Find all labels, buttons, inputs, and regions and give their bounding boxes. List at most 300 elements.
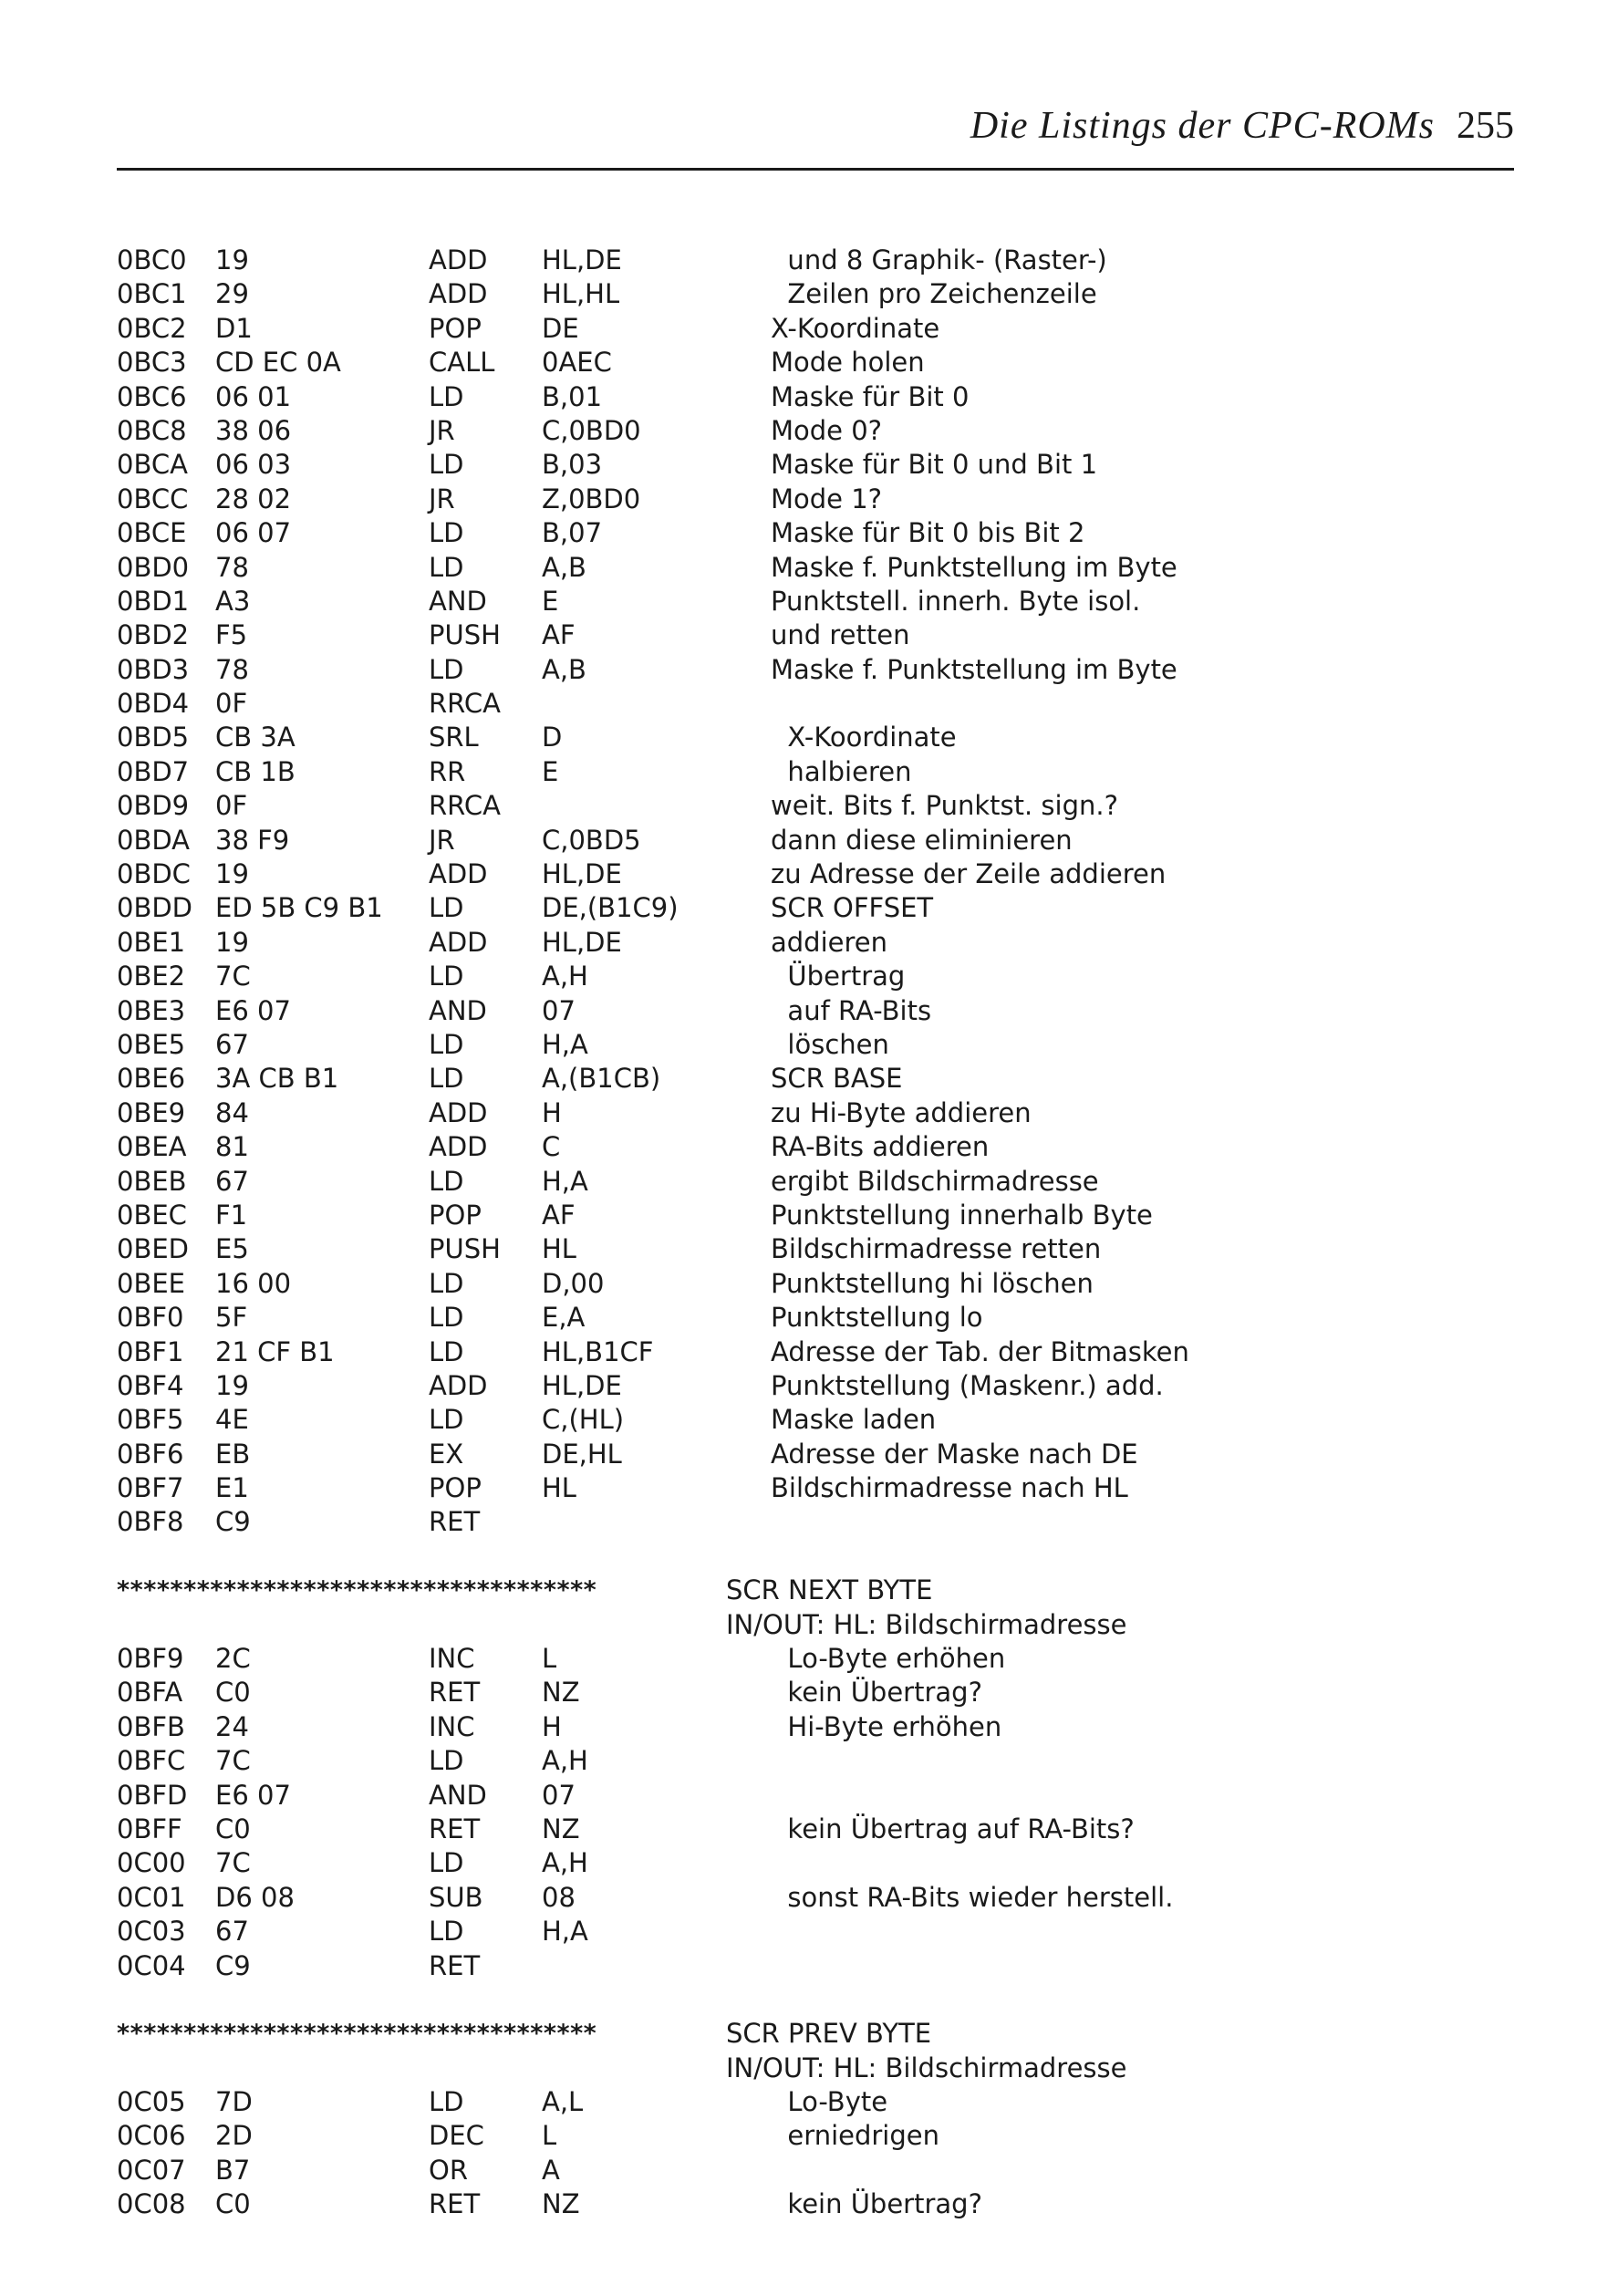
address: 0BE1 (117, 926, 186, 958)
operand: A,H (542, 961, 588, 992)
operand: E (542, 755, 559, 787)
comment: Bildschirmadresse retten (771, 1233, 1102, 1265)
listing-line (117, 1232, 1503, 1266)
listing-line (117, 277, 1503, 311)
mnemonic: INC (429, 1643, 475, 1675)
opcode-bytes: C0 (215, 1677, 251, 1709)
opcode-bytes: 2C (215, 1643, 251, 1675)
asterisk-separator: ************************************ (117, 1576, 597, 1605)
comment: Maske laden (771, 1404, 937, 1436)
opcode-bytes: C0 (215, 1813, 251, 1844)
mnemonic: SRL (429, 722, 479, 753)
opcode-bytes: 19 (215, 244, 249, 275)
listing-line (117, 1096, 1503, 1130)
comment: Punktstell. innerh. Byte isol. (771, 585, 1141, 617)
chapter-title: Die Listings der CPC-ROMs (970, 105, 1435, 147)
mnemonic: JR (429, 824, 455, 856)
comment: Mode 0? (771, 414, 883, 446)
operand: 07 (542, 994, 576, 1026)
operand: A,(B1CB) (542, 1063, 661, 1095)
mnemonic: ADD (429, 278, 488, 310)
mnemonic: AND (429, 994, 487, 1026)
address: 0BCC (117, 483, 189, 514)
mnemonic: LD (429, 551, 464, 583)
address: 0BFA (117, 1677, 183, 1709)
listing-line (117, 1710, 1503, 1744)
opcode-bytes: 67 (215, 1916, 249, 1948)
header-line (970, 99, 1514, 153)
address: 0BEB (117, 1165, 187, 1197)
operand: C (542, 1131, 561, 1163)
listing-line (117, 1949, 1503, 1983)
address: 0BF6 (117, 1438, 184, 1470)
opcode-bytes: CD EC 0A (215, 347, 341, 379)
comment: zu Adresse der Zeile addieren (771, 858, 1167, 890)
section-title: SCR NEXT BYTE (726, 1574, 933, 1606)
comment: Lo-Byte (771, 2086, 888, 2118)
operand: A,B (542, 551, 586, 583)
listing-line (117, 1165, 1503, 1199)
listing-line (117, 926, 1503, 960)
opcode-bytes: 67 (215, 1165, 249, 1197)
opcode-bytes: 19 (215, 926, 249, 958)
listing-line (117, 1471, 1503, 1505)
opcode-bytes: ED 5B C9 B1 (215, 892, 383, 924)
mnemonic: LD (429, 961, 464, 992)
opcode-bytes: 24 (215, 1710, 249, 1742)
mnemonic: LD (429, 892, 464, 924)
listing-line (117, 1744, 1503, 1778)
comment: Punktstellung hi löschen (771, 1267, 1094, 1299)
operand: A,H (542, 1745, 588, 1777)
operand: HL,DE (542, 858, 622, 890)
comment: Mode 1? (771, 483, 883, 514)
listing-line (117, 1642, 1503, 1676)
opcode-bytes: 3A CB B1 (215, 1063, 339, 1095)
listing-line (117, 1438, 1503, 1471)
operand: DE (542, 312, 579, 344)
operand: H,A (542, 1028, 588, 1060)
operand: HL,B1CF (542, 1335, 654, 1367)
header-rule (117, 168, 1514, 171)
comment: Bildschirmadresse nach HL (771, 1472, 1128, 1504)
comment: und 8 Graphik- (Raster-) (771, 244, 1107, 275)
operand: L (542, 1643, 557, 1675)
comment: kein Übertrag? (771, 2188, 982, 2220)
address: 0C01 (117, 1881, 186, 1913)
listing-line (117, 346, 1503, 379)
address: 0BE6 (117, 1063, 186, 1095)
mnemonic: LD (429, 1335, 464, 1367)
mnemonic: JR (429, 483, 455, 514)
listing-line (117, 960, 1503, 993)
mnemonic: JR (429, 414, 455, 446)
listing-line (117, 380, 1503, 414)
listing-line (117, 789, 1503, 823)
operand: DE,HL (542, 1438, 622, 1470)
operand: 07 (542, 1779, 576, 1811)
listing-line (117, 618, 1503, 652)
mnemonic: PUSH (429, 619, 501, 651)
operand: B,01 (542, 380, 603, 412)
address: 0C05 (117, 2086, 186, 2118)
operand: E (542, 585, 559, 617)
mnemonic: LD (429, 1028, 464, 1060)
opcode-bytes: CB 1B (215, 755, 296, 787)
listing-line (117, 994, 1503, 1028)
mnemonic: LD (429, 1063, 464, 1095)
mnemonic: LD (429, 1404, 464, 1436)
comment: X-Koordinate (771, 722, 957, 753)
mnemonic: ADD (429, 1096, 488, 1128)
opcode-bytes: E5 (215, 1233, 249, 1265)
opcode-bytes: 67 (215, 1028, 249, 1060)
page-number: 255 (1457, 105, 1514, 147)
address: 0BDD (117, 892, 193, 924)
operand: AF (542, 1199, 576, 1231)
listing-line (117, 1199, 1503, 1232)
opcode-bytes: 19 (215, 858, 249, 890)
address: 0BC3 (117, 347, 187, 379)
listing-line (117, 1301, 1503, 1335)
operand: 08 (542, 1881, 576, 1913)
address: 0BF0 (117, 1302, 184, 1334)
operand: C,(HL) (542, 1404, 625, 1436)
opcode-bytes: 7C (215, 1847, 251, 1879)
listing-line (117, 2187, 1503, 2221)
listing-line (117, 687, 1503, 721)
operand: NZ (542, 2188, 580, 2220)
opcode-bytes: 81 (215, 1131, 249, 1163)
comment: Punktstellung lo (771, 1302, 983, 1334)
opcode-bytes: 06 03 (215, 449, 292, 481)
section-separator (117, 1574, 1503, 1607)
listing-line (117, 448, 1503, 482)
mnemonic: RET (429, 1949, 481, 1981)
opcode-bytes: C9 (215, 1506, 251, 1538)
comment: Punktstellung (Maskenr.) add. (771, 1369, 1164, 1401)
address: 0BFD (117, 1779, 188, 1811)
opcode-bytes: 0F (215, 688, 248, 720)
comment: RA-Bits addieren (771, 1131, 990, 1163)
mnemonic: AND (429, 585, 487, 617)
mnemonic: DEC (429, 2120, 484, 2152)
operand: DE,(B1C9) (542, 892, 679, 924)
address: 0BF1 (117, 1335, 184, 1367)
mnemonic: LD (429, 380, 464, 412)
assembly-listing (117, 244, 1503, 2222)
mnemonic: OR (429, 2154, 468, 2186)
mnemonic: RR (429, 755, 466, 787)
address: 0BD9 (117, 790, 190, 822)
opcode-bytes: C0 (215, 2188, 251, 2220)
comment: ergibt Bildschirmadresse (771, 1165, 1099, 1197)
mnemonic: EX (429, 1438, 464, 1470)
listing-line (117, 1505, 1503, 1539)
mnemonic: SUB (429, 1881, 483, 1913)
address: 0BD0 (117, 551, 190, 583)
section-title: SCR PREV BYTE (726, 2018, 932, 2050)
listing-line (117, 1813, 1503, 1846)
comment: X-Koordinate (771, 312, 940, 344)
listing-line (117, 755, 1503, 789)
mnemonic: ADD (429, 858, 488, 890)
opcode-bytes: 7C (215, 961, 251, 992)
opcode-bytes: 38 F9 (215, 824, 290, 856)
comment: Punktstellung innerhalb Byte (771, 1199, 1153, 1231)
section-separator (117, 2017, 1503, 2051)
opcode-bytes: D6 08 (215, 1881, 295, 1913)
block-spacer (117, 1540, 1503, 1574)
listing-line (117, 483, 1503, 516)
listing-line (117, 1881, 1503, 1915)
listing-block-scr-dot-position (117, 244, 1503, 1540)
operand: A,L (542, 2086, 584, 2118)
listing-line (117, 1130, 1503, 1164)
comment: Lo-Byte erhöhen (771, 1643, 1006, 1675)
address: 0BCA (117, 449, 188, 481)
mnemonic: RET (429, 1813, 481, 1844)
block-spacer (117, 1983, 1503, 2017)
address: 0BF4 (117, 1369, 184, 1401)
comment: addieren (771, 926, 887, 958)
comment: Mode holen (771, 347, 925, 379)
listing-line (117, 414, 1503, 448)
opcode-bytes: F1 (215, 1199, 248, 1231)
listing-line (117, 2154, 1503, 2187)
address: 0BD5 (117, 722, 190, 753)
mnemonic: POP (429, 1472, 482, 1504)
address: 0BC8 (117, 414, 187, 446)
mnemonic: LD (429, 1165, 464, 1197)
opcode-bytes: 7C (215, 1745, 251, 1777)
operand: A,H (542, 1847, 588, 1879)
address: 0BD7 (117, 755, 190, 787)
operand: A (542, 2154, 560, 2186)
comment: Übertrag (771, 961, 906, 992)
comment: SCR BASE (771, 1063, 903, 1095)
operand: E,A (542, 1302, 586, 1334)
address: 0BDA (117, 824, 191, 856)
mnemonic: RET (429, 1506, 481, 1538)
listing-line (117, 516, 1503, 550)
opcode-bytes: 5F (215, 1302, 248, 1334)
mnemonic: LD (429, 653, 464, 685)
listing-line (117, 891, 1503, 925)
opcode-bytes: 16 00 (215, 1267, 292, 1299)
listing-line (117, 721, 1503, 754)
comment: Maske für Bit 0 (771, 380, 970, 412)
listing-line (117, 551, 1503, 585)
opcode-bytes: 0F (215, 790, 248, 822)
operand: 0AEC (542, 347, 612, 379)
mnemonic: LD (429, 1745, 464, 1777)
opcode-bytes: 29 (215, 278, 249, 310)
mnemonic: POP (429, 1199, 482, 1231)
address: 0C08 (117, 2188, 186, 2220)
address: 0BFF (117, 1813, 182, 1844)
mnemonic: LD (429, 2086, 464, 2118)
address: 0C07 (117, 2154, 186, 2186)
operand: AF (542, 619, 576, 651)
operand: A,B (542, 653, 586, 685)
comment: kein Übertrag? (771, 1677, 982, 1709)
listing-line (117, 1846, 1503, 1880)
io-description: IN/OUT: HL: Bildschirmadresse (726, 1608, 1127, 1640)
comment: erniedrigen (771, 2120, 939, 2152)
address: 0BCE (117, 517, 187, 549)
opcode-bytes: 78 (215, 551, 249, 583)
io-description: IN/OUT: HL: Bildschirmadresse (726, 2052, 1127, 2083)
mnemonic: ADD (429, 244, 488, 275)
comment: Adresse der Tab. der Bitmasken (771, 1335, 1189, 1367)
operand: H (542, 1096, 562, 1128)
mnemonic: ADD (429, 1369, 488, 1401)
operand: HL,HL (542, 278, 620, 310)
mnemonic: PUSH (429, 1233, 501, 1265)
operand: HL,DE (542, 926, 622, 958)
comment: SCR OFFSET (771, 892, 934, 924)
operand: B,03 (542, 449, 603, 481)
mnemonic: LD (429, 1916, 464, 1948)
operand: HL (542, 1233, 576, 1265)
listing-line (117, 585, 1503, 618)
mnemonic: RET (429, 2188, 481, 2220)
operand: H,A (542, 1916, 588, 1948)
operand: HL,DE (542, 1369, 622, 1401)
comment: weit. Bits f. Punktst. sign.? (771, 790, 1118, 822)
listing-line (117, 1915, 1503, 1948)
opcode-bytes: 84 (215, 1096, 249, 1128)
address: 0C06 (117, 2120, 186, 2152)
mnemonic: LD (429, 1847, 464, 1879)
comment: auf RA-Bits (771, 994, 932, 1026)
mnemonic: RET (429, 1677, 481, 1709)
listing-line (117, 1267, 1503, 1301)
opcode-bytes: 4E (215, 1404, 249, 1436)
comment: dann diese eliminieren (771, 824, 1073, 856)
opcode-bytes: 38 06 (215, 414, 292, 446)
listing-line (117, 1369, 1503, 1403)
listing-line (117, 244, 1503, 277)
comment: Maske f. Punktstellung im Byte (771, 653, 1177, 685)
listing-block-scr-next-byte (117, 1642, 1503, 1983)
mnemonic: RRCA (429, 688, 501, 720)
operand: D,00 (542, 1267, 605, 1299)
listing-line (117, 1403, 1503, 1437)
opcode-bytes: CB 3A (215, 722, 296, 753)
opcode-bytes: EB (215, 1438, 251, 1470)
address: 0BE9 (117, 1096, 186, 1128)
listing-line (117, 2085, 1503, 2119)
listing-line (117, 312, 1503, 346)
opcode-bytes: 7D (215, 2086, 253, 2118)
section-io (117, 2052, 1503, 2085)
address: 0BC6 (117, 380, 187, 412)
opcode-bytes: F5 (215, 619, 248, 651)
listing-line (117, 1779, 1503, 1813)
opcode-bytes: 78 (215, 653, 249, 685)
address: 0BF7 (117, 1472, 184, 1504)
listing-line (117, 1062, 1503, 1096)
comment: Zeilen pro Zeichenzeile (771, 278, 1097, 310)
address: 0BFC (117, 1745, 186, 1777)
opcode-bytes: D1 (215, 312, 253, 344)
comment: halbieren (771, 755, 912, 787)
operand: HL,DE (542, 244, 622, 275)
comment: kein Übertrag auf RA-Bits? (771, 1813, 1135, 1844)
operand: NZ (542, 1677, 580, 1709)
opcode-bytes: 28 02 (215, 483, 292, 514)
mnemonic: ADD (429, 926, 488, 958)
opcode-bytes: C9 (215, 1949, 251, 1981)
section-io (117, 1608, 1503, 1642)
opcode-bytes: 06 07 (215, 517, 292, 549)
listing-line (117, 1676, 1503, 1709)
address: 0BD4 (117, 688, 190, 720)
address: 0BEC (117, 1199, 187, 1231)
operand: D (542, 722, 563, 753)
mnemonic: INC (429, 1710, 475, 1742)
address: 0BD3 (117, 653, 190, 685)
opcode-bytes: E6 07 (215, 1779, 291, 1811)
mnemonic: CALL (429, 347, 495, 379)
listing-line (117, 2119, 1503, 2153)
comment: und retten (771, 619, 910, 651)
listing-block-scr-prev-byte (117, 2085, 1503, 2222)
address: 0BD1 (117, 585, 190, 617)
address: 0C04 (117, 1949, 186, 1981)
operand: NZ (542, 1813, 580, 1844)
mnemonic: AND (429, 1779, 487, 1811)
address: 0BF8 (117, 1506, 184, 1538)
opcode-bytes: 19 (215, 1369, 249, 1401)
operand: HL (542, 1472, 576, 1504)
comment: Maske für Bit 0 bis Bit 2 (771, 517, 1085, 549)
address: 0BEE (117, 1267, 185, 1299)
listing-line (117, 857, 1503, 891)
operand: C,0BD5 (542, 824, 641, 856)
mnemonic: LD (429, 1267, 464, 1299)
address: 0BC1 (117, 278, 187, 310)
mnemonic: RRCA (429, 790, 501, 822)
operand: C,0BD0 (542, 414, 641, 446)
address: 0BD2 (117, 619, 190, 651)
mnemonic: LD (429, 1302, 464, 1334)
listing-line (117, 824, 1503, 857)
listing-line (117, 1028, 1503, 1062)
opcode-bytes: 06 01 (215, 380, 292, 412)
address: 0BEA (117, 1131, 187, 1163)
opcode-bytes: 21 CF B1 (215, 1335, 335, 1367)
address: 0BC0 (117, 244, 187, 275)
address: 0C03 (117, 1916, 186, 1948)
mnemonic: POP (429, 312, 482, 344)
operand: H,A (542, 1165, 588, 1197)
operand: B,07 (542, 517, 603, 549)
address: 0BED (117, 1233, 189, 1265)
address: 0BF5 (117, 1404, 184, 1436)
comment: sonst RA-Bits wieder herstell. (771, 1881, 1174, 1913)
mnemonic: ADD (429, 1131, 488, 1163)
operand: H (542, 1710, 562, 1742)
operand: Z,0BD0 (542, 483, 641, 514)
opcode-bytes: E1 (215, 1472, 249, 1504)
address: 0BE3 (117, 994, 186, 1026)
asterisk-separator: ************************************ (117, 2020, 597, 2049)
comment: Maske f. Punktstellung im Byte (771, 551, 1177, 583)
comment: löschen (771, 1028, 889, 1060)
